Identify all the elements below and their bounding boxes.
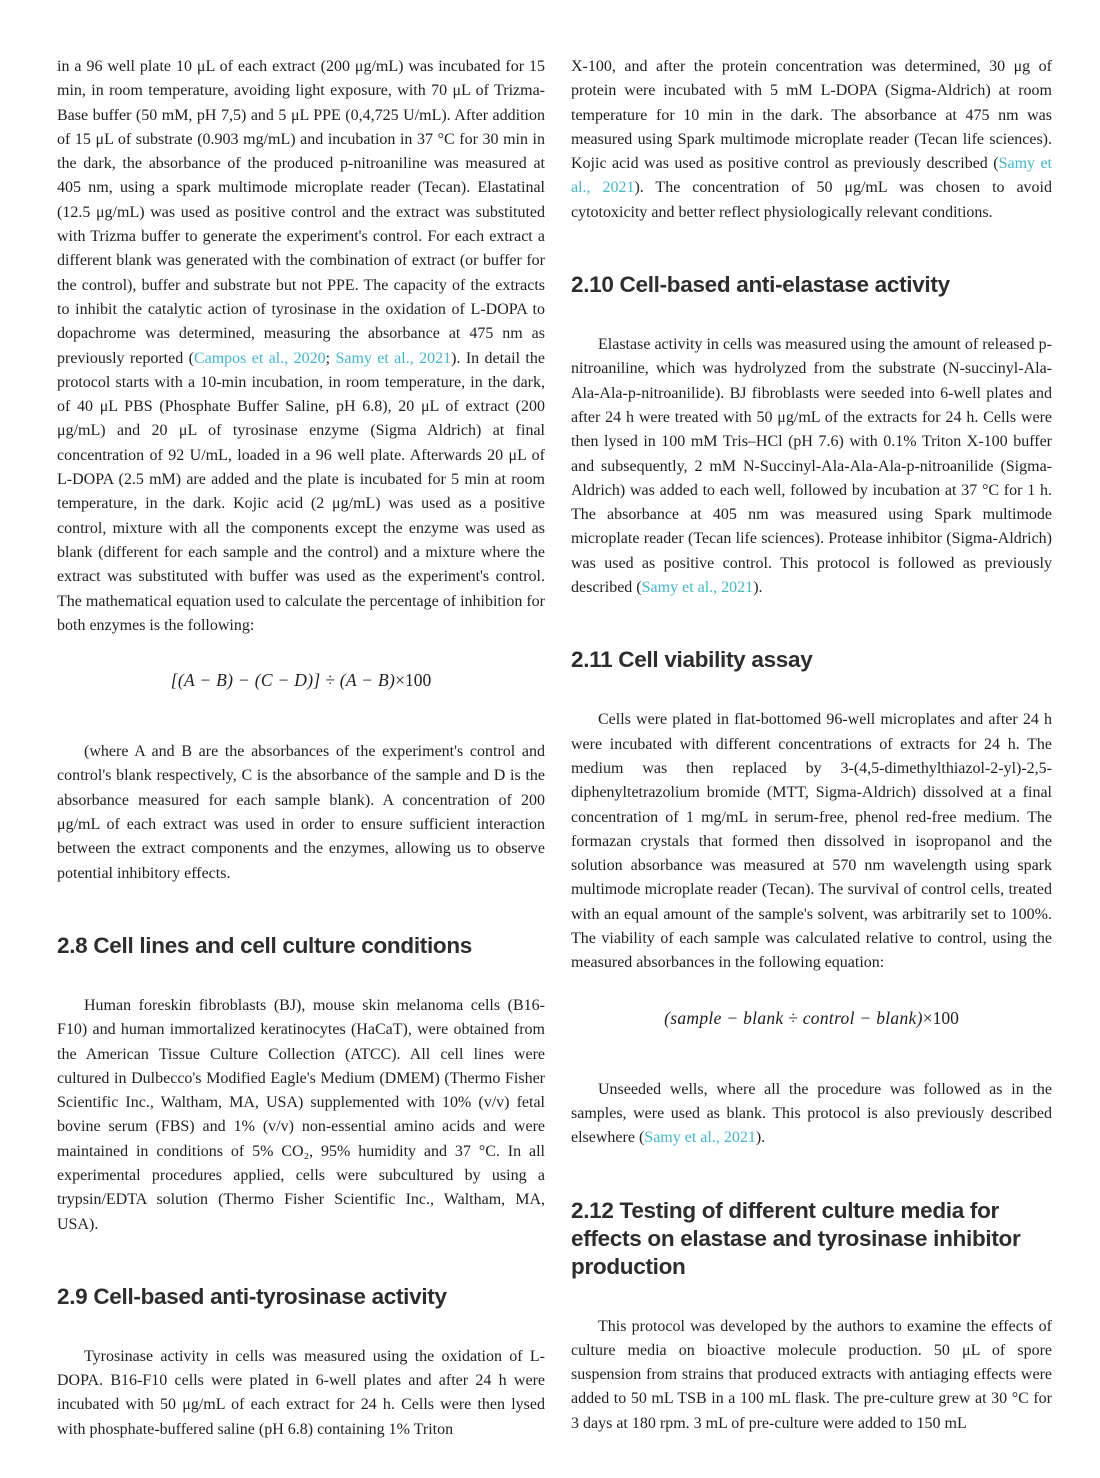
citation-link-campos-2020[interactable]: Campos et al., 2020 bbox=[193, 349, 326, 367]
paragraph-anti-elastase bbox=[571, 333, 1052, 600]
section-heading-2-12: 2.12 Testing of different culture media for effects on elastase and tyrosinase inhibitor production bbox=[571, 1197, 1021, 1279]
section-heading-2-11: 2.11 Cell viability assay bbox=[571, 647, 813, 673]
viability-formula bbox=[571, 1006, 1052, 1030]
paragraph-text: ). bbox=[755, 1129, 766, 1147]
right-column bbox=[571, 55, 1052, 1442]
paragraph-text: in a 96 well plate 10 μL of each extract (200 μg/mL) was incubated for 15 min, in room temperature, avoiding light exposure, with 70 μL of Trizma-Base buffer (50 mM, pH 7,5) and 5 μL PPE (0,4,725 U/mL). After addition of 15 μL of substrate (0.903 mg/mL) and incubation in 37 °C for 30 min in the dark, the absorbance of the produced p-nitroaniline was measured at 405 nm, using a spark multimode microplate reader (Tecan). Elastatinal (12.5 μg/mL) was used as positive control and the extract was substituted with Trizma buffer to generate the experiment's control. For each extract a different blank was generated with the combination of extract (or buffer for the control), buffer and substrate but not PPE. The capacity of the extracts to inhibit the catalytic action of tyrosinase in the oxidation of L-DOPA to dopachrome was determined, measuring the absorbance at 475 nm as previously reported ( bbox=[57, 58, 545, 367]
paragraph-tyrosinase-continued bbox=[571, 55, 1052, 225]
formula-expression: (sample − blank ÷ control − blank) bbox=[664, 1007, 923, 1028]
paragraph-text: ). In detail the protocol starts with a 10-min incubation, in room temperature, in the dark, of 40 μL PBS (Phosphate Buffer Saline, pH 6.8), 20 μL of extract (200 μg/mL) and 20 μL of tyrosinase enzyme (Sigma Aldrich) at final concentration of 92 U/mL, loaded in a 96 well plate. Afterwards 20 μL of L-DOPA (2.5 mM) are added and the plate is incubated for 5 min at room temperature, in the dark. Kojic acid (2 μg/mL) was used as a positive control, mixture with all the components except the enzyme was used as blank (different for each sample and the control) and a mixture where the extract was substituted with buffer was used as the experiment's control. The mathematical equation used to calculate the percentage of inhibition for both enzymes is the following: bbox=[57, 349, 545, 634]
left-column bbox=[57, 55, 545, 1442]
paragraph-formula-explanation: (where A and B are the absorbances of the experiment's control and control's blank respectively, C is the absorbance of the sample and D is the absorbance measured for each sample blank). A concentration of 200 μg/mL of each extract was used in order to ensure sufficient interaction between the extract components and the enzymes, allowing us to observe potential inhibitory effects. bbox=[57, 743, 545, 882]
formula-expression: [(A − B) − (C − D)] ÷ (A − B) bbox=[170, 670, 396, 691]
inhibition-percentage-formula bbox=[57, 668, 545, 692]
paragraph-cell-lines: Human foreskin fibroblasts (BJ), mouse skin melanoma cells (B16-F10) and human immortalized keratinocytes (HaCaT), were obtained from the American Tissue Culture Collection (ATCC). All cell lines were cultured in Dulbecco's Modified Eagle's Medium (DMEM) (Thermo Fisher Scientific Inc., Waltham, MA, USA) supplemented with 10% (v/v) fetal bovine serum (FBS) and 1% (v/v) non-essential amino acids and were maintained in conditions of 5% CO₂, 95% humidity and 37 °C. In all experimental procedures applied, cells were subcultured by using a trypsin/EDTA solution (Thermo Fisher Scientific Inc., Waltham, MA, USA). bbox=[57, 996, 545, 1233]
paragraph-text: ). bbox=[753, 579, 763, 597]
paragraph-text: Unseeded wells, where all the procedure was followed as in the samples, were used as blank. This protocol is also previously described elsewhere ( bbox=[571, 1080, 1052, 1147]
paragraph-text: Elastase activity in cells was measured using the amount of released p-nitroaniline, which was hydrolyzed from the substrate (N-succinyl-Ala-Ala-Ala-p-nitroanilide). BJ fibroblasts were seeded into 6-well plates and after 24 h were treated with 50 μg/mL of the extracts for 24 h. Cells were then lysed in 100 mM Tris–HCl (pH 7.6) with 0.1% Triton X-100 buffer and subsequently, 2 mM N-Succinyl-Ala-Ala-Ala-p-nitroanilide (Sigma-Aldrich) was added to each well, followed by incubation at 37 °C for 1 h. The absorbance at 405 nm was measured using Spark multimode microplate reader (Tecan life sciences). Protease inhibitor (Sigma-Aldrich) was used as positive control. This protocol is followed as previously described ( bbox=[571, 336, 1052, 597]
citation-link-samy-2021[interactable]: Samy et al., 2021 bbox=[644, 1129, 756, 1147]
paragraph-cell-viability: Cells were plated in flat-bottomed 96-well microplates and after 24 h were incubated with different concentrations of extracts for 24 h. The medium was then replaced by 3-(4,5-dimethylthiazol-2-yl)-2,5-diphenyltetrazolium bromide (MTT, Sigma-Aldrich) dissolved at a final concentration of 1 mg/mL in serum-free, phenol red-free medium. The formazan crystals that formed then dissolved in isopropanol and the solution absorbance was measured at 570 nm wavelength using spark multimode microplate reader (Tecan). The survival of control cells, treated with an equal amount of the sample's solvent, was arbitrarily set to 100%. The viability of each sample was calculated relative to control, using the measured absorbances in the following equation: bbox=[571, 711, 1052, 972]
section-heading-2-9: 2.9 Cell-based anti-tyrosinase activity bbox=[57, 1283, 447, 1309]
formula-multiplier: ×100 bbox=[395, 670, 432, 691]
paragraph-text: X-100, and after the protein concentration was determined, 30 μg of protein were incubated with 5 mM L-DOPA (Sigma-Aldrich) at room temperature for 10 min in the dark. The absorbance at 475 nm was measured using Spark multimode microplate reader (Tecan life sciences). Kojic acid was used as positive control as previously described ( bbox=[571, 58, 1052, 173]
citation-link-samy-2021[interactable]: Samy et al., 2021 bbox=[571, 155, 1052, 197]
paragraph-elastase-protocol bbox=[57, 55, 545, 638]
section-heading-2-8: 2.8 Cell lines and cell culture conditions bbox=[57, 932, 473, 958]
paragraph-text: ; bbox=[325, 349, 336, 367]
formula-multiplier: ×100 bbox=[922, 1007, 959, 1028]
paragraph-culture-media-testing: This protocol was developed by the authors to examine the effects of culture media on bioactive molecule production. 50 μL of spore suspension from strains that produced extracts with antiaging effects were added to 50 mL TSB in a 100 mL flask. The pre-culture grew at 30 °C for 3 days at 180 rpm. 3 mL of pre-culture were added to 150 mL bbox=[571, 1317, 1052, 1432]
two-column-layout bbox=[57, 55, 1052, 1442]
citation-link-samy-2021[interactable]: Samy et al., 2021 bbox=[641, 579, 754, 597]
paragraph-unseeded-wells bbox=[571, 1078, 1052, 1151]
paragraph-text: ). The concentration of 50 μg/mL was chosen to avoid cytotoxicity and better reflect physiologically relevant conditions. bbox=[571, 179, 1053, 221]
citation-link-samy-2021[interactable]: Samy et al., 2021 bbox=[335, 349, 452, 367]
section-heading-2-10: 2.10 Cell-based anti-elastase activity bbox=[571, 272, 950, 298]
paragraph-anti-tyrosinase: Tyrosinase activity in cells was measured using the oxidation of L-DOPA. B16-F10 cells were plated in 6-well plates and after 24 h were incubated with 50 μg/mL of each extract for 24 h. Cells were then lysed with phosphate-buffered saline (pH 6.8) containing 1% Triton bbox=[57, 1347, 545, 1438]
